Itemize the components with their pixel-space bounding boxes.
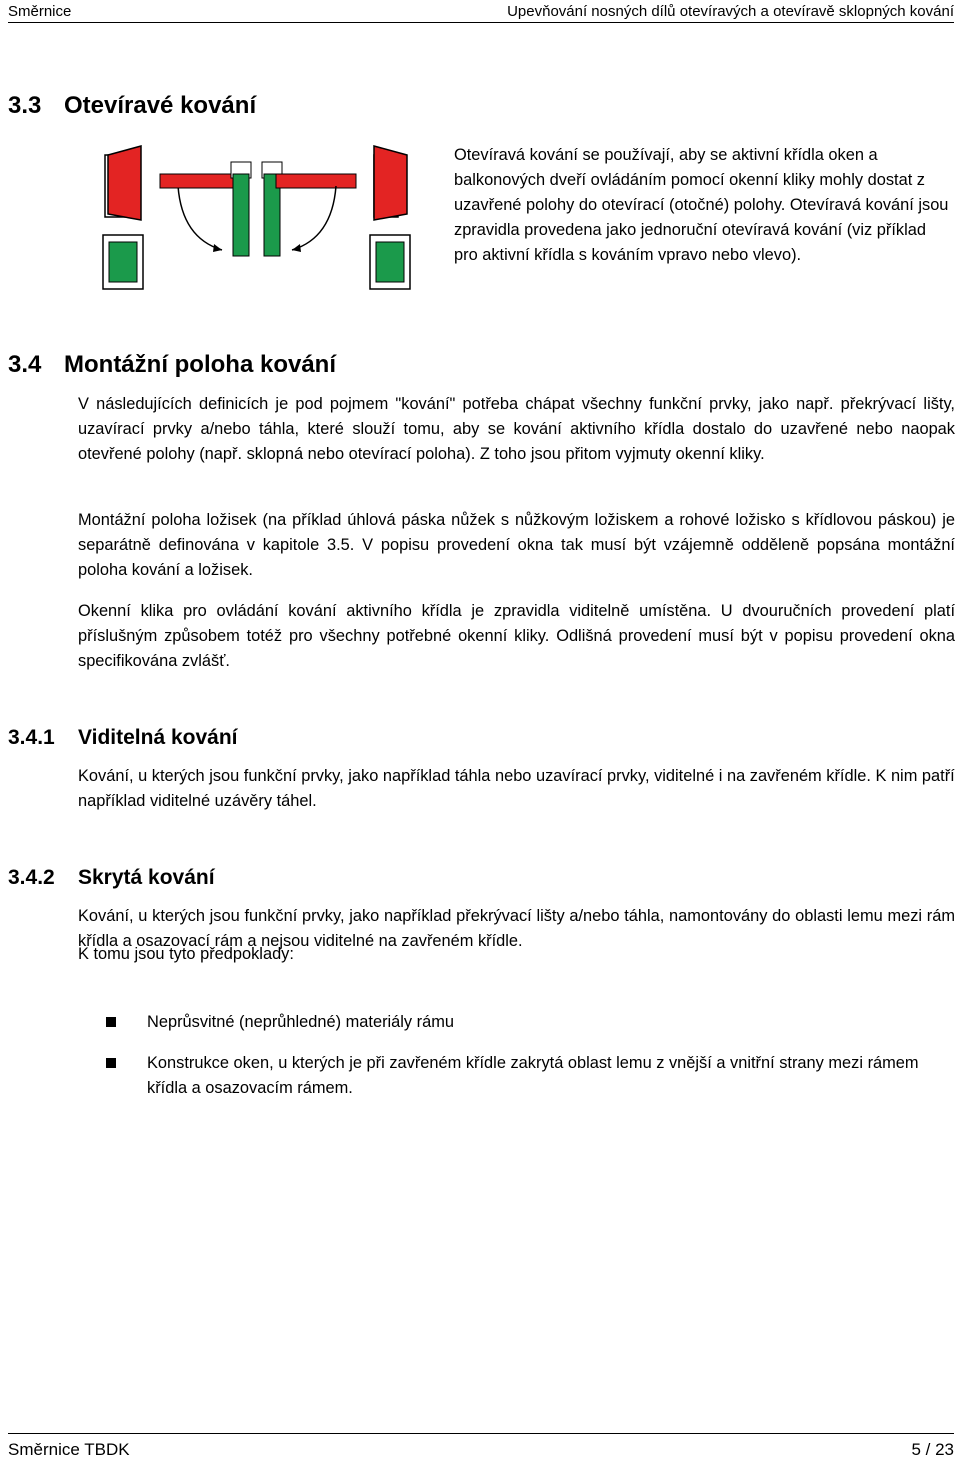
section-title: Viditelná kování — [78, 726, 238, 749]
section-heading-3-4-2 — [8, 865, 215, 891]
paragraph: V následujících definicích je pod pojmem "kování" potřeba chápat všechny funkční prvky, jako např. překrývací lišty, uzavírací prvky a/nebo táhla, které slouží tomu, aby se kování aktivního křídla dostalo do uzavřené nebo naopak otevřené polohy (např. sklopná nebo otevírací poloha). Z toho jsou přitom vyjmuty okenní kliky. — [78, 395, 955, 463]
section-title: Otevíravé kování — [64, 92, 257, 119]
section-number: 3.4.1 — [8, 726, 55, 749]
list-item: Neprůsvitné (neprůhledné) materiály rámu — [147, 1013, 455, 1031]
paragraph: Kování, u kterých jsou funkční prvky, jako například překrývací lišty a/nebo táhla, namontovány do oblasti lemu mezi rám křídla a osazovací rám a nejsou viditelné na zavřeném křídle. — [78, 907, 955, 950]
footer-left: Směrnice TBDK — [8, 1440, 130, 1459]
paragraph: Kování, u kterých jsou funkční prvky, jako například táhla nebo uzavírací prvky, viditelné i na zavřeném křídle. K nim patří například viditelné uzávěry táhel. — [78, 767, 955, 810]
footer-divider — [8, 1433, 954, 1434]
window-sash-red-icon — [374, 146, 407, 220]
list-intro: K tomu jsou tyto předpoklady: — [78, 945, 294, 963]
section-title: Skrytá kování — [78, 866, 215, 889]
window-sash-green-icon — [370, 235, 410, 289]
bullet-icon — [106, 1058, 116, 1068]
section-heading-3-3 — [8, 92, 256, 120]
section-number: 3.4.2 — [8, 866, 55, 889]
page-number: 5 / 23 — [911, 1440, 954, 1459]
section-heading-3-4 — [8, 351, 336, 379]
section-number: 3.4 — [8, 351, 42, 378]
paragraph: Okenní klika pro ovládání kování aktivního křídla je zpravidla viditelně umístěna. U dvouručních provedení platí příslušným způsobem totéž pro všechny potřebné okenní kliky. Odlišná provedení musí být v popisu provedení okna specifikována zvlášť. — [78, 602, 955, 670]
header-left: Směrnice — [8, 3, 72, 20]
paragraph: Montážní poloha ložisek (na příklad úhlová páska nůžek s nůžkovým ložiskem a rohové ložisko s křídlovou páskou) je separátně definována v kapitole 3.5. V popisu provedení okna tak musí být vzájemně odděleně popsána montážní poloha kování a ložisek. — [78, 511, 955, 579]
header-divider — [8, 22, 954, 23]
bullet-icon — [106, 1017, 116, 1027]
section-number: 3.3 — [8, 92, 42, 119]
section-heading-3-4-1 — [8, 725, 238, 751]
window-sash-red-icon — [105, 146, 141, 220]
header-right: Upevňování nosných dílů otevíravých a otevíravě sklopných kování — [507, 3, 954, 20]
opening-hardware-figure — [98, 138, 418, 298]
window-sash-green-icon — [103, 235, 143, 289]
section-3-3-text: Otevíravá kování se používají, aby se aktivní křídla oken a balkonových dveří ovládáním pomocí okenní kliky mohly dostat z uzavřené polohy do otevírací (otočné) polohy. Otevíravá kování jsou zpravidla provedena jako jednoruční otevíravá kování (viz příklad pro aktivní křídla s kováním vpravo nebo vlevo). — [454, 146, 949, 264]
section-title: Montážní poloha kování — [64, 351, 337, 378]
list-item: Konstrukce oken, u kterých je při zavřeném křídle zakrytá oblast lemu z vnější a vnitřní strany mezi rámem křídla a osazovacím rámem. — [147, 1054, 919, 1097]
